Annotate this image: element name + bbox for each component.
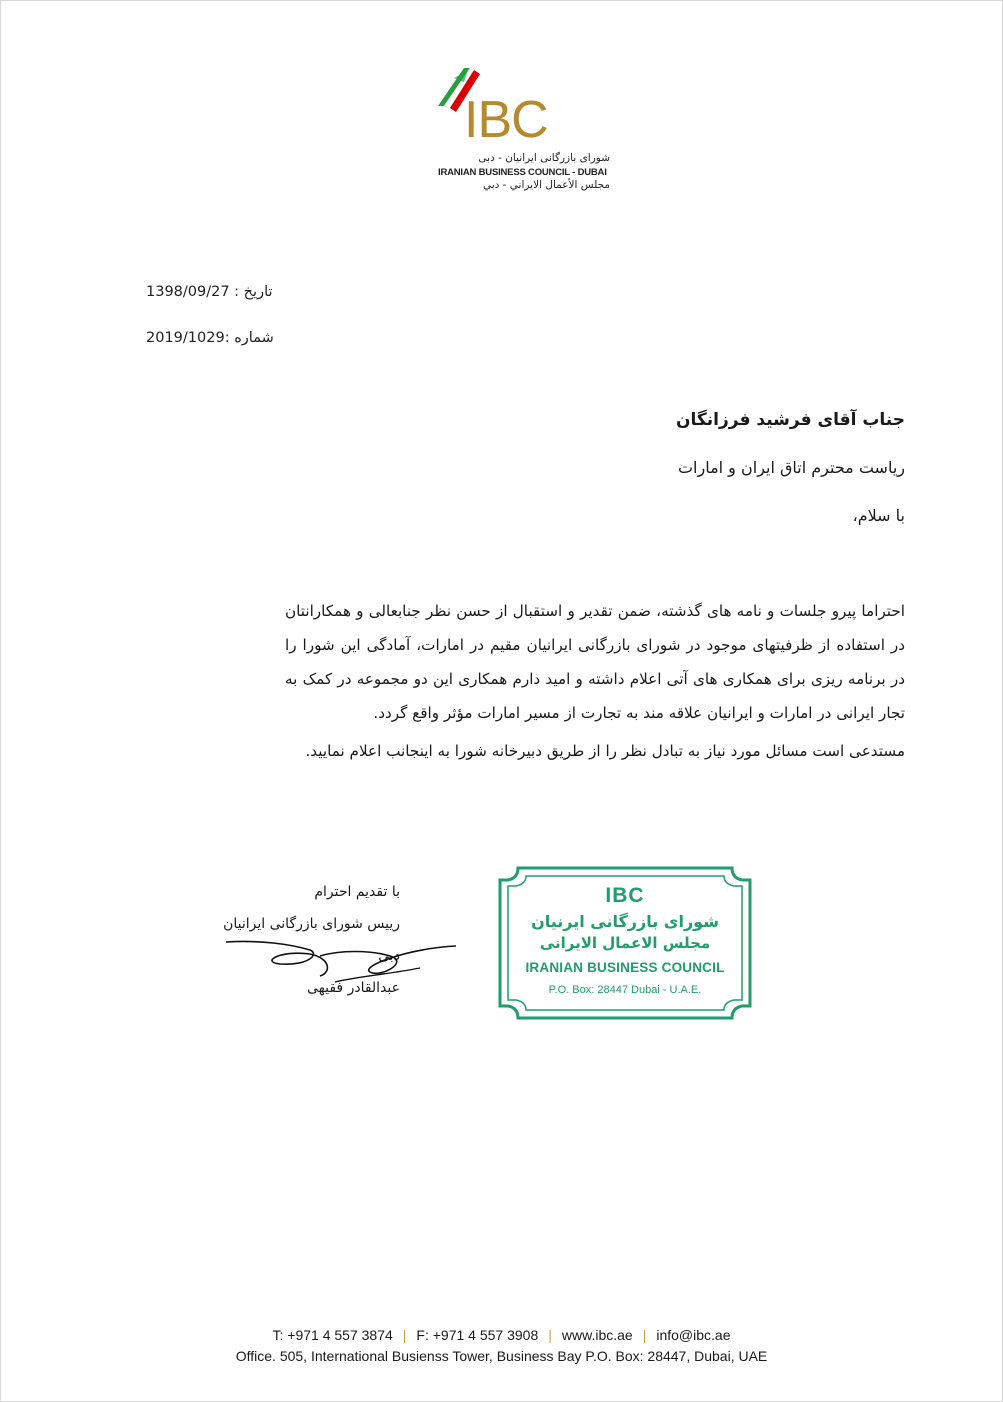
letter-number: شماره :2019/1029 bbox=[146, 330, 274, 346]
stamp-title: IBC bbox=[605, 884, 645, 907]
letterhead-name-en: IRANIAN BUSINESS COUNCIL - DUBAI bbox=[438, 167, 607, 178]
recipient-name: جناب آقای فرشید فرزانگان bbox=[675, 410, 905, 430]
closing-regards: با تقدیم احترام bbox=[314, 884, 400, 900]
letter-body bbox=[285, 594, 905, 768]
letter-date: تاریخ : 1398/09/27 bbox=[146, 284, 273, 300]
stamp-name-fa: شورای بازرگانی ایرنیان bbox=[531, 912, 719, 931]
footer-address: Office. 505, International Busienss Tower, Business Bay P.O. Box: 28447, Dubai, UAE bbox=[235, 1348, 768, 1364]
footer-fax: F: +971 4 557 3908 bbox=[416, 1327, 539, 1343]
logo-wordmark: IBC bbox=[464, 91, 548, 149]
letterhead-name-ar: مجلس الأعمال الايراني - دبي bbox=[482, 179, 610, 191]
closing-block bbox=[220, 876, 400, 1004]
stamp-po-box: P.O. Box: 28447 Dubai - U.A.E. bbox=[548, 984, 702, 996]
closing-position: رییس شورای بازرگانی ایرانیان دبی bbox=[223, 916, 400, 964]
letter-footer: T: +971 4 557 3874 | F: +971 4 557 3908 | www.ibc.ae | info@ibc.ae Office. 505, International Busienss Tower, Business Bay P.O. Box: 28447, Dubai, UAE bbox=[0, 1325, 1003, 1366]
greeting: با سلام، bbox=[852, 506, 905, 525]
letterhead-name-fa: شورای بازرگانی ایرانیان - دبی bbox=[478, 152, 610, 164]
footer-email-link[interactable]: info@ibc.ae bbox=[656, 1327, 731, 1343]
recipient-title: ریاست محترم اتاق ایران و امارات bbox=[677, 458, 905, 477]
letterhead-logo bbox=[420, 60, 610, 200]
body-request: مستدعی است مسائل مورد نیاز به تبادل نظر را از طریق دبیرخانه شورا به اینجانب اعلام نمایید. bbox=[305, 742, 905, 760]
closing-signatory: عبدالقادر فقیهی bbox=[307, 980, 400, 996]
body-paragraph: احتراما پیرو جلسات و نامه های گذشته، ضمن تقدیر و استقبال از حسن نظر جنابعالی و همکارانتان در استفاده از ظرفیتهای موجود در شورای بازرگانی ایرانیان مقیم در امارات، آمادگی این شورا را در برنامه ریزی برای همکاری های آتی اعلام داشته و امید دارم همکاری این دو مجموعه در کمک به تجار ایرانی در امارات و ایرانیان علاقه مند به تجارت از مسیر امارات مؤثر واقع گردد. bbox=[285, 602, 905, 722]
footer-tel: T: +971 4 557 3874 bbox=[272, 1327, 393, 1343]
company-stamp bbox=[494, 862, 756, 1024]
stamp-name-ar: مجلس الاعمال الایرانی bbox=[539, 934, 711, 952]
footer-web-link[interactable]: www.ibc.ae bbox=[561, 1327, 633, 1343]
stamp-name-en: IRANIAN BUSINESS COUNCIL bbox=[525, 960, 725, 975]
